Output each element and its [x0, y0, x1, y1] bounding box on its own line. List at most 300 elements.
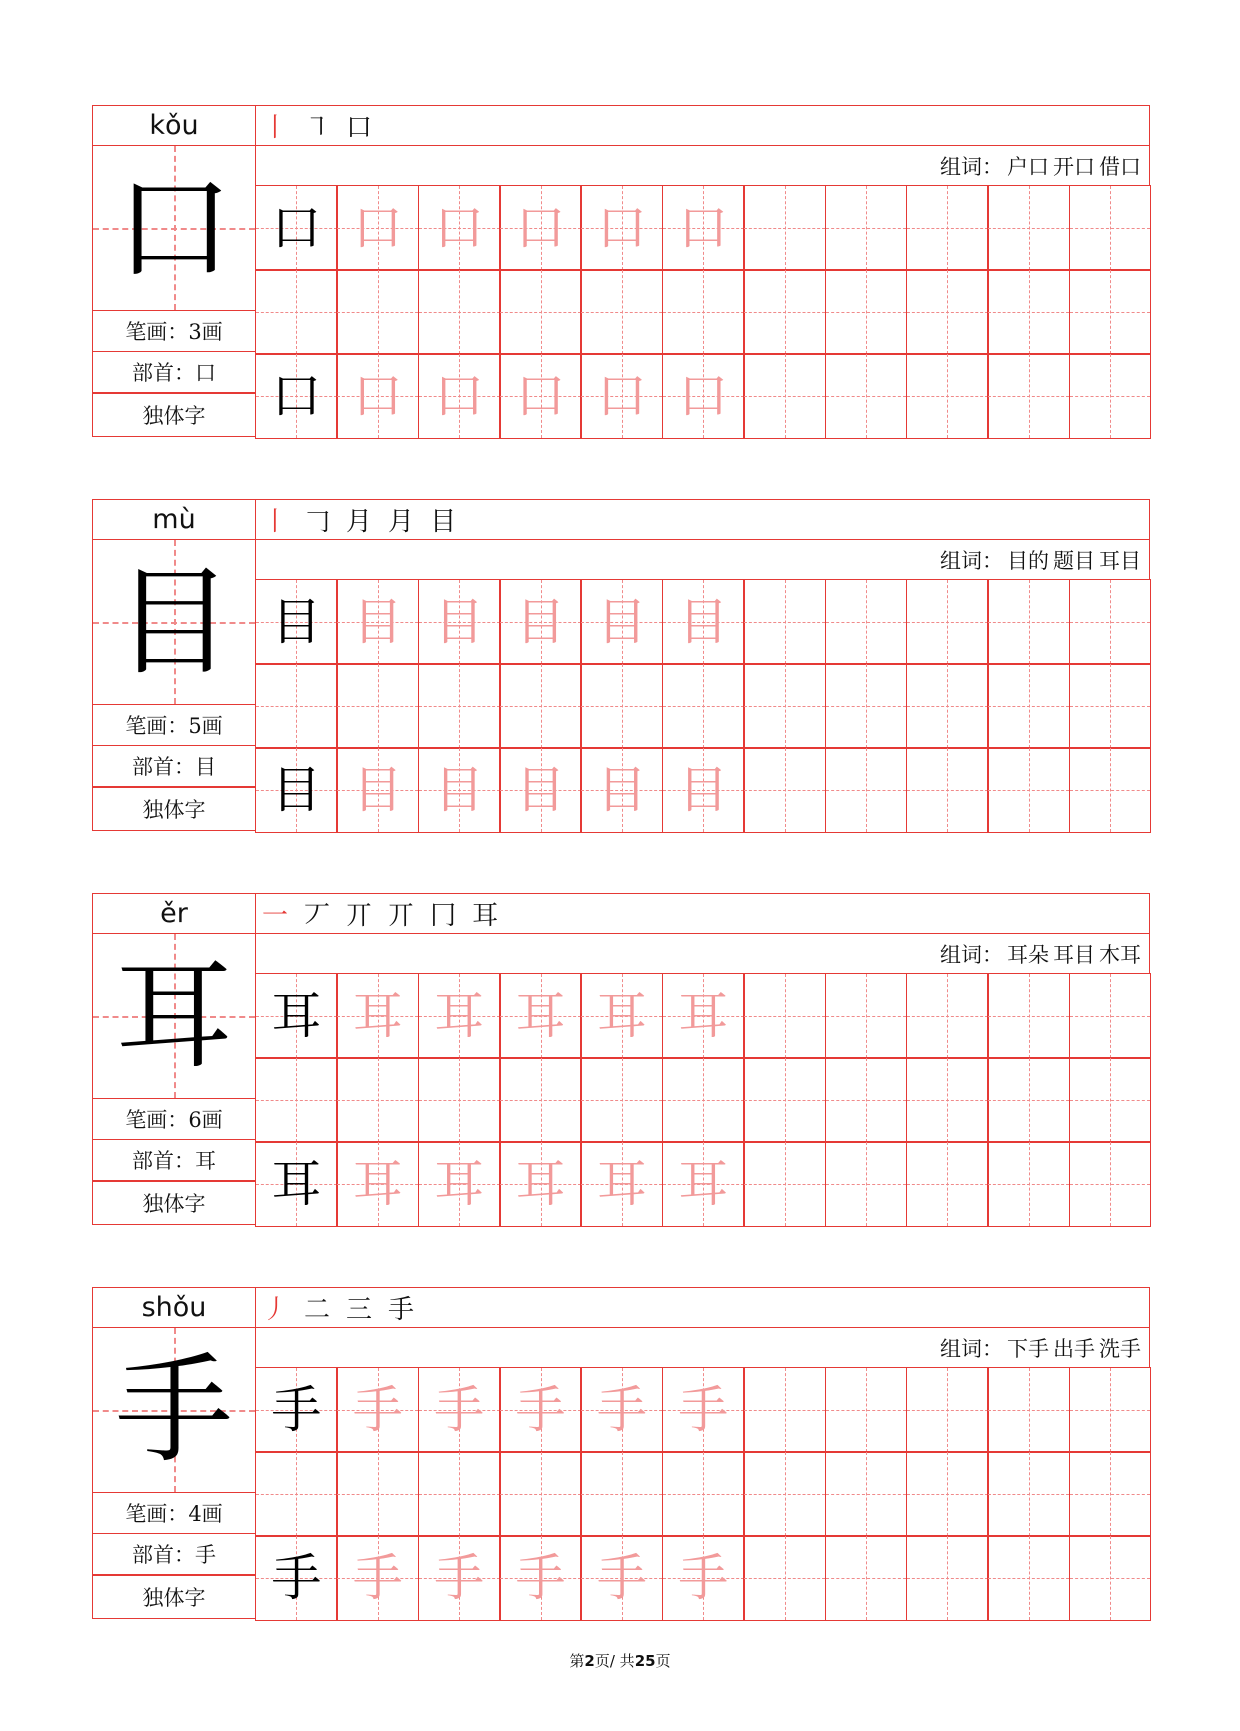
practice-cell[interactable] [499, 185, 582, 271]
practice-cell[interactable] [580, 973, 663, 1059]
stroke-order-row [255, 499, 1150, 540]
practice-cell[interactable] [743, 269, 826, 355]
practice-cell[interactable] [906, 185, 989, 271]
trace-character: 目 [515, 592, 566, 651]
practice-cell[interactable] [418, 663, 501, 749]
stroke-step: 丨 [262, 113, 289, 143]
practice-cell[interactable] [580, 269, 663, 355]
trace-character: 手 [352, 1548, 403, 1607]
model-character: 口 [271, 198, 322, 257]
practice-cell[interactable] [906, 1367, 989, 1453]
practice-cell[interactable] [662, 1451, 745, 1537]
model-character: 目 [271, 592, 322, 651]
practice-cell[interactable] [987, 973, 1070, 1059]
stroke-step: 丆 [304, 901, 331, 931]
guide-line-vertical [1029, 186, 1030, 270]
practice-cell[interactable] [825, 663, 908, 749]
guide-line-vertical [785, 1536, 786, 1620]
practice-cell[interactable] [1069, 185, 1152, 271]
practice-cell[interactable] [825, 747, 908, 833]
trace-character: 口 [515, 366, 566, 425]
practice-cell[interactable] [987, 1535, 1070, 1621]
pinyin-label: ěr [92, 893, 256, 934]
guide-line-vertical [378, 1058, 379, 1142]
trace-character: 耳 [352, 986, 403, 1045]
trace-character: 目 [515, 760, 566, 819]
practice-cell[interactable] [418, 1057, 501, 1143]
practice-cell[interactable] [499, 579, 582, 665]
practice-cell[interactable] [336, 1057, 419, 1143]
guide-line-vertical [866, 1536, 867, 1620]
practice-cell[interactable] [336, 1141, 419, 1227]
practice-cell[interactable] [743, 353, 826, 439]
trace-character: 耳 [678, 986, 729, 1045]
model-character: 耳 [271, 1154, 322, 1213]
guide-line-vertical [785, 1142, 786, 1226]
stroke-step: 一 [262, 901, 289, 931]
guide-line-vertical [622, 1452, 623, 1536]
word-list-row: 组词： 户口 开口 借口 [255, 145, 1150, 186]
practice-cell[interactable] [255, 1057, 338, 1143]
page-footer: 第2页/ 共25页 [569, 1652, 671, 1670]
practice-cell[interactable] [418, 1451, 501, 1537]
guide-line-vertical [785, 354, 786, 438]
practice-cell[interactable] [987, 663, 1070, 749]
guide-line-vertical [703, 664, 704, 748]
practice-cell[interactable] [1069, 1451, 1152, 1537]
guide-line-vertical [785, 1058, 786, 1142]
practice-cell[interactable] [987, 1367, 1070, 1453]
model-character: 口 [271, 366, 322, 425]
guide-line-vertical [947, 580, 948, 664]
practice-cell[interactable] [1069, 1367, 1152, 1453]
practice-cell[interactable] [255, 973, 338, 1059]
practice-cell[interactable] [1069, 1057, 1152, 1143]
practice-cell[interactable] [906, 579, 989, 665]
practice-cell[interactable] [255, 185, 338, 271]
word-item: 下手 [1007, 1336, 1049, 1361]
big-character-cell [92, 539, 256, 705]
guide-line-vertical [622, 270, 623, 354]
guide-line-vertical [703, 270, 704, 354]
guide-line-vertical [1110, 1368, 1111, 1452]
character-block [92, 1287, 1150, 1619]
big-character: 耳 [114, 947, 233, 1085]
trace-character: 目 [678, 592, 729, 651]
trace-character: 耳 [515, 1154, 566, 1213]
big-character-cell [92, 145, 256, 311]
trace-character: 口 [515, 198, 566, 257]
practice-cell[interactable] [743, 1057, 826, 1143]
practice-cell[interactable] [499, 1141, 582, 1227]
practice-cell[interactable] [987, 353, 1070, 439]
practice-cell[interactable] [255, 269, 338, 355]
practice-cell[interactable] [580, 1141, 663, 1227]
practice-cell[interactable] [580, 353, 663, 439]
word-item: 目的 [1007, 548, 1049, 573]
trace-character: 耳 [352, 1154, 403, 1213]
practice-cell[interactable] [662, 1057, 745, 1143]
practice-cell[interactable] [743, 579, 826, 665]
practice-cell[interactable] [825, 185, 908, 271]
practice-cell[interactable] [255, 747, 338, 833]
structure-label: 独体字 [92, 1181, 256, 1225]
guide-line-vertical [1110, 1142, 1111, 1226]
structure-label: 独体字 [92, 393, 256, 437]
trace-character: 口 [678, 366, 729, 425]
stroke-step: 目 [430, 507, 457, 537]
practice-cell[interactable] [418, 973, 501, 1059]
practice-cell[interactable] [418, 747, 501, 833]
practice-cell[interactable] [255, 1535, 338, 1621]
stroke-step: 𠃌 [304, 507, 331, 537]
practice-cell[interactable] [825, 353, 908, 439]
guide-line-vertical [1110, 664, 1111, 748]
practice-cell[interactable] [1069, 973, 1152, 1059]
stroke-step: 耳 [472, 901, 499, 931]
practice-cell[interactable] [662, 747, 745, 833]
radical-label: 部首： 口 [92, 351, 256, 393]
stroke-step: 丌 [346, 901, 373, 931]
practice-cell[interactable] [580, 1451, 663, 1537]
practice-cell[interactable] [580, 185, 663, 271]
guide-line-vertical [785, 186, 786, 270]
practice-cell[interactable] [418, 1141, 501, 1227]
stroke-step: 月 [346, 507, 373, 537]
practice-cell[interactable] [336, 353, 419, 439]
practice-cell[interactable] [743, 1141, 826, 1227]
practice-cell[interactable] [743, 747, 826, 833]
stroke-count: 笔画： 5画 [92, 704, 256, 746]
practice-cell[interactable] [580, 1367, 663, 1453]
big-character-cell [92, 1327, 256, 1493]
practice-cell[interactable] [987, 579, 1070, 665]
trace-character: 耳 [678, 1154, 729, 1213]
pinyin-label: shǒu [92, 1287, 256, 1328]
guide-line-vertical [947, 270, 948, 354]
practice-cell[interactable] [336, 579, 419, 665]
guide-line-vertical [1029, 1368, 1030, 1452]
trace-character: 手 [596, 1380, 647, 1439]
big-character: 目 [114, 553, 233, 691]
trace-character: 耳 [515, 986, 566, 1045]
practice-cell[interactable] [743, 663, 826, 749]
guide-line-vertical [866, 1058, 867, 1142]
trace-character: 手 [515, 1548, 566, 1607]
practice-cell[interactable] [662, 1367, 745, 1453]
word-item: 户口 [1007, 154, 1049, 179]
guide-line-vertical [1029, 1142, 1030, 1226]
practice-cell[interactable] [255, 579, 338, 665]
practice-cell[interactable] [499, 973, 582, 1059]
practice-cell[interactable] [336, 269, 419, 355]
trace-character: 耳 [434, 986, 485, 1045]
practice-cell[interactable] [418, 185, 501, 271]
practice-cell[interactable] [987, 269, 1070, 355]
guide-line-vertical [1110, 1536, 1111, 1620]
practice-cell[interactable] [336, 663, 419, 749]
guide-line-vertical [1110, 974, 1111, 1058]
practice-cell[interactable] [906, 1535, 989, 1621]
trace-character: 手 [596, 1548, 647, 1607]
trace-character: 手 [352, 1380, 403, 1439]
word-item: 出手 [1053, 1336, 1095, 1361]
guide-line-vertical [1029, 664, 1030, 748]
practice-cell[interactable] [906, 1141, 989, 1227]
practice-cell[interactable] [499, 663, 582, 749]
guide-line-vertical [866, 354, 867, 438]
guide-line-vertical [947, 1058, 948, 1142]
word-item: 洗手 [1099, 1336, 1141, 1361]
guide-line-vertical [541, 664, 542, 748]
practice-grid [255, 579, 1150, 831]
radical-label: 部首： 目 [92, 745, 256, 787]
trace-character: 目 [434, 592, 485, 651]
guide-line-vertical [785, 1452, 786, 1536]
guide-line-vertical [866, 1142, 867, 1226]
pinyin-label: kǒu [92, 105, 256, 146]
practice-cell[interactable] [906, 353, 989, 439]
structure-label: 独体字 [92, 787, 256, 831]
practice-cell[interactable] [336, 1535, 419, 1621]
practice-cell[interactable] [662, 579, 745, 665]
practice-cell[interactable] [743, 973, 826, 1059]
practice-cell[interactable] [987, 1057, 1070, 1143]
practice-cell[interactable] [255, 353, 338, 439]
guide-line-vertical [947, 1452, 948, 1536]
guide-line-vertical [1029, 270, 1030, 354]
practice-cell[interactable] [743, 1451, 826, 1537]
practice-cell[interactable] [336, 1451, 419, 1537]
practice-cell[interactable] [987, 1141, 1070, 1227]
model-character: 手 [271, 1380, 322, 1439]
guide-line-vertical [947, 748, 948, 832]
trace-character: 口 [596, 366, 647, 425]
guide-line-vertical [947, 1368, 948, 1452]
practice-cell[interactable] [499, 1057, 582, 1143]
trace-character: 耳 [596, 1154, 647, 1213]
practice-cell[interactable] [418, 353, 501, 439]
practice-cell[interactable] [255, 1367, 338, 1453]
guide-line-vertical [378, 664, 379, 748]
guide-line-vertical [296, 270, 297, 354]
guide-line-vertical [1029, 354, 1030, 438]
guide-line-vertical [947, 664, 948, 748]
practice-cell[interactable] [1069, 269, 1152, 355]
trace-character: 目 [596, 760, 647, 819]
practice-cell[interactable] [662, 1141, 745, 1227]
guide-line-vertical [459, 270, 460, 354]
practice-cell[interactable] [662, 185, 745, 271]
big-character: 口 [114, 159, 233, 297]
guide-line-vertical [459, 664, 460, 748]
guide-line-vertical [541, 270, 542, 354]
guide-line-vertical [1110, 1452, 1111, 1536]
guide-line-vertical [622, 664, 623, 748]
stroke-step: 三 [346, 1295, 373, 1325]
guide-line-vertical [785, 270, 786, 354]
stroke-step: 丌 [388, 901, 415, 931]
guide-line-vertical [866, 1452, 867, 1536]
guide-line-vertical [541, 1058, 542, 1142]
guide-line-vertical [785, 664, 786, 748]
practice-cell[interactable] [906, 663, 989, 749]
practice-cell[interactable] [1069, 1535, 1152, 1621]
stroke-step: ㇕ [304, 113, 331, 143]
practice-cell[interactable] [499, 353, 582, 439]
practice-cell[interactable] [580, 747, 663, 833]
practice-cell[interactable] [906, 973, 989, 1059]
stroke-order-row [255, 105, 1150, 146]
guide-line-vertical [866, 270, 867, 354]
practice-cell[interactable] [499, 1535, 582, 1621]
practice-cell[interactable] [662, 973, 745, 1059]
practice-cell[interactable] [1069, 663, 1152, 749]
trace-character: 口 [352, 198, 403, 257]
guide-line-vertical [866, 974, 867, 1058]
practice-cell[interactable] [662, 1535, 745, 1621]
practice-cell[interactable] [825, 1535, 908, 1621]
practice-cell[interactable] [825, 579, 908, 665]
guide-line-vertical [459, 1058, 460, 1142]
practice-grid [255, 185, 1150, 437]
guide-line-vertical [785, 974, 786, 1058]
trace-character: 手 [434, 1380, 485, 1439]
word-item: 耳朵 [1007, 942, 1049, 967]
stroke-order-row [255, 893, 1150, 934]
word-item: 借口 [1099, 154, 1141, 179]
practice-cell[interactable] [1069, 747, 1152, 833]
practice-cell[interactable] [906, 269, 989, 355]
practice-cell[interactable] [418, 1535, 501, 1621]
practice-cell[interactable] [743, 1535, 826, 1621]
practice-cell[interactable] [1069, 1141, 1152, 1227]
model-character: 耳 [271, 986, 322, 1045]
guide-line-vertical [866, 664, 867, 748]
guide-line-vertical [541, 1452, 542, 1536]
trace-character: 口 [596, 198, 647, 257]
practice-cell[interactable] [825, 269, 908, 355]
stroke-step: 手 [388, 1295, 415, 1325]
stroke-step: 丿 [262, 1295, 289, 1325]
structure-label: 独体字 [92, 1575, 256, 1619]
practice-cell[interactable] [825, 1141, 908, 1227]
practice-cell[interactable] [418, 579, 501, 665]
practice-cell[interactable] [825, 1367, 908, 1453]
character-block [92, 893, 1150, 1225]
practice-cell[interactable] [987, 185, 1070, 271]
guide-line-vertical [866, 1368, 867, 1452]
practice-cell[interactable] [580, 663, 663, 749]
guide-line-vertical [1110, 1058, 1111, 1142]
model-character: 目 [271, 760, 322, 819]
practice-grid [255, 1367, 1150, 1619]
guide-line-vertical [703, 1452, 704, 1536]
guide-line-vertical [947, 1142, 948, 1226]
model-character: 手 [271, 1548, 322, 1607]
stroke-step: 口 [346, 113, 373, 143]
pinyin-label: mù [92, 499, 256, 540]
practice-cell[interactable] [336, 973, 419, 1059]
practice-cell[interactable] [255, 1451, 338, 1537]
practice-cell[interactable] [906, 1451, 989, 1537]
practice-cell[interactable] [336, 747, 419, 833]
practice-cell[interactable] [580, 1535, 663, 1621]
practice-cell[interactable] [662, 353, 745, 439]
guide-line-vertical [785, 580, 786, 664]
practice-cell[interactable] [825, 973, 908, 1059]
word-item: 题目 [1053, 548, 1095, 573]
practice-cell[interactable] [662, 269, 745, 355]
practice-cell[interactable] [743, 185, 826, 271]
guide-line-vertical [1029, 580, 1030, 664]
guide-line-vertical [459, 1452, 460, 1536]
word-item: 开口 [1053, 154, 1095, 179]
guide-line-vertical [947, 1536, 948, 1620]
trace-character: 耳 [596, 986, 647, 1045]
guide-line-vertical [296, 1452, 297, 1536]
practice-cell[interactable] [825, 1451, 908, 1537]
practice-cell[interactable] [418, 269, 501, 355]
trace-character: 目 [352, 760, 403, 819]
practice-cell[interactable] [499, 1367, 582, 1453]
practice-cell[interactable] [580, 1057, 663, 1143]
trace-character: 口 [352, 366, 403, 425]
practice-cell[interactable] [418, 1367, 501, 1453]
trace-character: 目 [434, 760, 485, 819]
big-character-cell [92, 933, 256, 1099]
guide-line-vertical [1110, 748, 1111, 832]
guide-line-vertical [866, 580, 867, 664]
practice-cell[interactable] [987, 1451, 1070, 1537]
guide-line-vertical [785, 1368, 786, 1452]
word-item: 耳目 [1053, 942, 1095, 967]
stroke-step: 冂 [430, 901, 457, 931]
guide-line-vertical [1029, 1058, 1030, 1142]
practice-cell[interactable] [336, 1367, 419, 1453]
practice-cell[interactable] [1069, 353, 1152, 439]
guide-line-vertical [947, 974, 948, 1058]
practice-cell[interactable] [987, 747, 1070, 833]
practice-cell[interactable] [336, 185, 419, 271]
guide-line-vertical [378, 1452, 379, 1536]
trace-character: 手 [434, 1548, 485, 1607]
guide-line-vertical [1029, 974, 1030, 1058]
practice-cell[interactable] [255, 1141, 338, 1227]
practice-cell[interactable] [906, 1057, 989, 1143]
practice-cell[interactable] [499, 747, 582, 833]
radical-label: 部首： 耳 [92, 1139, 256, 1181]
guide-line-vertical [1029, 1452, 1030, 1536]
guide-line-vertical [1110, 354, 1111, 438]
practice-cell[interactable] [499, 269, 582, 355]
practice-cell[interactable] [743, 1367, 826, 1453]
trace-character: 目 [678, 760, 729, 819]
practice-cell[interactable] [1069, 579, 1152, 665]
practice-cell[interactable] [825, 1057, 908, 1143]
guide-line-vertical [296, 1058, 297, 1142]
guide-line-vertical [1110, 580, 1111, 664]
practice-cell[interactable] [499, 1451, 582, 1537]
stroke-count: 笔画： 4画 [92, 1492, 256, 1534]
stroke-order-row [255, 1287, 1150, 1328]
practice-cell[interactable] [662, 663, 745, 749]
guide-line-vertical [1110, 270, 1111, 354]
practice-cell[interactable] [255, 663, 338, 749]
trace-character: 耳 [434, 1154, 485, 1213]
practice-cell[interactable] [580, 579, 663, 665]
practice-cell[interactable] [906, 747, 989, 833]
